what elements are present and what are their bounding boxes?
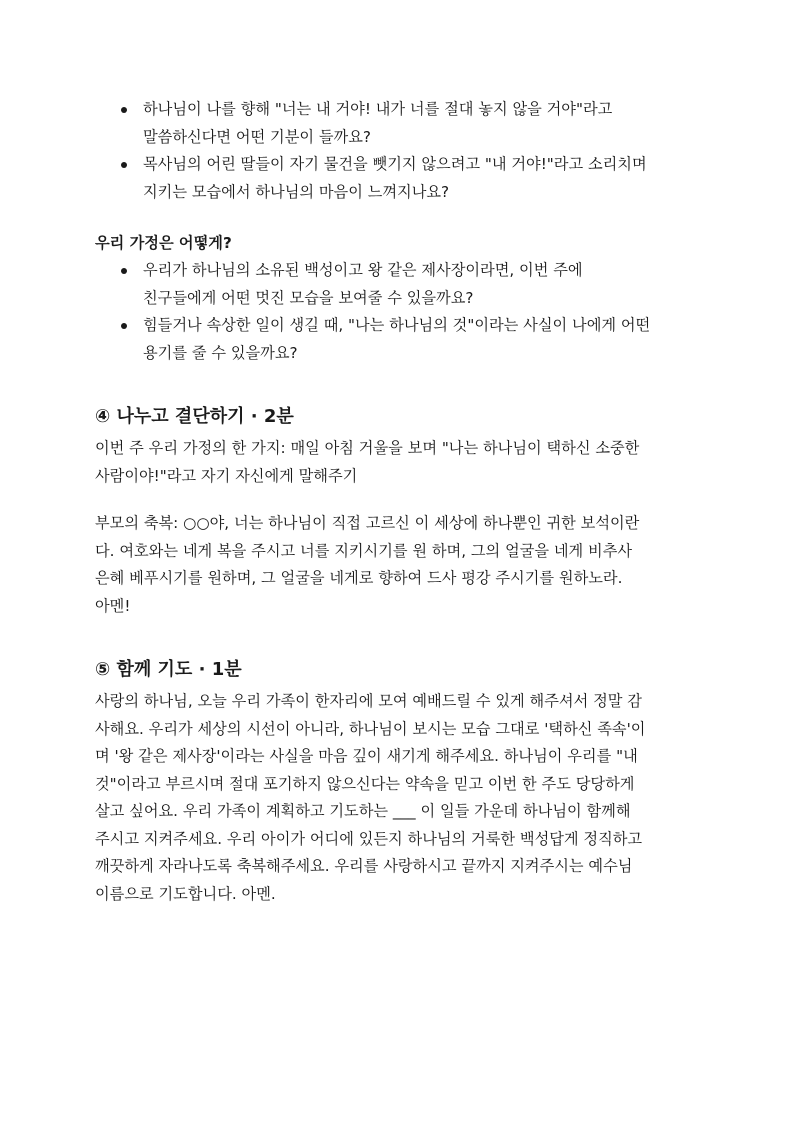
text-line: 부모의 축복: ○○야, 너는 하나님이 직접 고르신 이 세상에 하나뿐인 귀한 보석이란 (95, 514, 640, 532)
list-item-line: 하나님이 나를 향해 "너는 내 거야! 내가 너를 절대 놓지 않을 거야"라고 (143, 100, 613, 118)
text-line: 며 '왕 같은 제사장'이라는 사실을 마음 깊이 새기게 해주세요. 하나님이 우리를 "내 (95, 747, 638, 765)
text-line: 사람이야!"라고 자기 자신에게 말해주기 (95, 466, 358, 485)
list-item (143, 257, 703, 312)
list-item-line: 힘들거나 속상한 일이 생길 때, "나는 하나님의 것"이라는 사실이 나에게 어떤 (143, 316, 651, 334)
list-item-line: 친구들에게 어떤 멋진 모습을 보여줄 수 있을까요? (143, 288, 474, 307)
family-question-list (95, 257, 703, 367)
list-item (143, 151, 703, 206)
text-line: 사해요. 우리가 세상의 시선이 아니라, 하나님이 보시는 모습 그대로 '택하신 족속'이 (95, 719, 646, 738)
text-line: 살고 싶어요. 우리 가족이 계획하고 기도하는 ___ 이 일들 가운데 하나님이 함께해 (95, 802, 631, 820)
list-item-line: 우리가 하나님의 소유된 백성이고 왕 같은 제사장이라면, 이번 주에 (143, 261, 583, 279)
list-item (143, 312, 703, 367)
family-prayer (95, 688, 703, 908)
text-line: 깨끗하게 자라나도록 축복해주세요. 우리를 사랑하시고 끝까지 지켜주시는 예수님 (95, 857, 633, 875)
intro-question-list (95, 96, 703, 206)
list-item (143, 96, 703, 151)
list-item-line: 지키는 모습에서 하나님의 마음이 느껴지나요? (143, 182, 450, 201)
list-item-line: 목사님의 어린 딸들이 자기 물건을 뺏기지 않으려고 "내 거야!"라고 소리치며 (143, 155, 647, 173)
paragraph-spacer (95, 490, 703, 510)
list-item-line: 용기를 줄 수 있을까요? (143, 343, 298, 362)
text-line: 은혜 베푸시기를 원하며, 그 얼굴을 네게로 향하여 드사 평강 주시기를 원하노라. (95, 569, 623, 587)
text-line: 아멘! (95, 596, 131, 615)
text-line: 주시고 지켜주세요. 우리 아이가 어디에 있든지 하나님의 거룩한 백성답게 정직하고 (95, 829, 643, 848)
text-line: 것"이라고 부르시며 절대 포기하지 않으신다는 약속을 믿고 이번 한 주도 당당하게 (95, 774, 635, 793)
list-item-line: 말씀하신다면 어떤 기분이 들까요? (143, 127, 371, 146)
text-line: 다. 여호와는 네게 복을 주시고 너를 지키시기를 원 하며, 그의 얼굴을 네게 비추사 (95, 541, 633, 560)
family-heading: 우리 가정은 어떻게? (95, 234, 232, 252)
section-5-title: ⑤ 함께 기도 · 1분 (95, 659, 242, 680)
text-line: 이번 주 우리 가정의 한 가지: 매일 아침 거울을 보며 "나는 하나님이 택하신 소중한 (95, 439, 640, 457)
text-line: 사랑의 하나님, 오늘 우리 가족이 한자리에 모여 예배드릴 수 있게 해주셔서 정말 감 (95, 692, 642, 710)
section-4-action (95, 435, 703, 490)
section-4-title: ④ 나누고 결단하기 · 2분 (95, 406, 294, 427)
parent-blessing (95, 510, 703, 620)
text-line: 이름으로 기도합니다. 아멘. (95, 884, 276, 903)
